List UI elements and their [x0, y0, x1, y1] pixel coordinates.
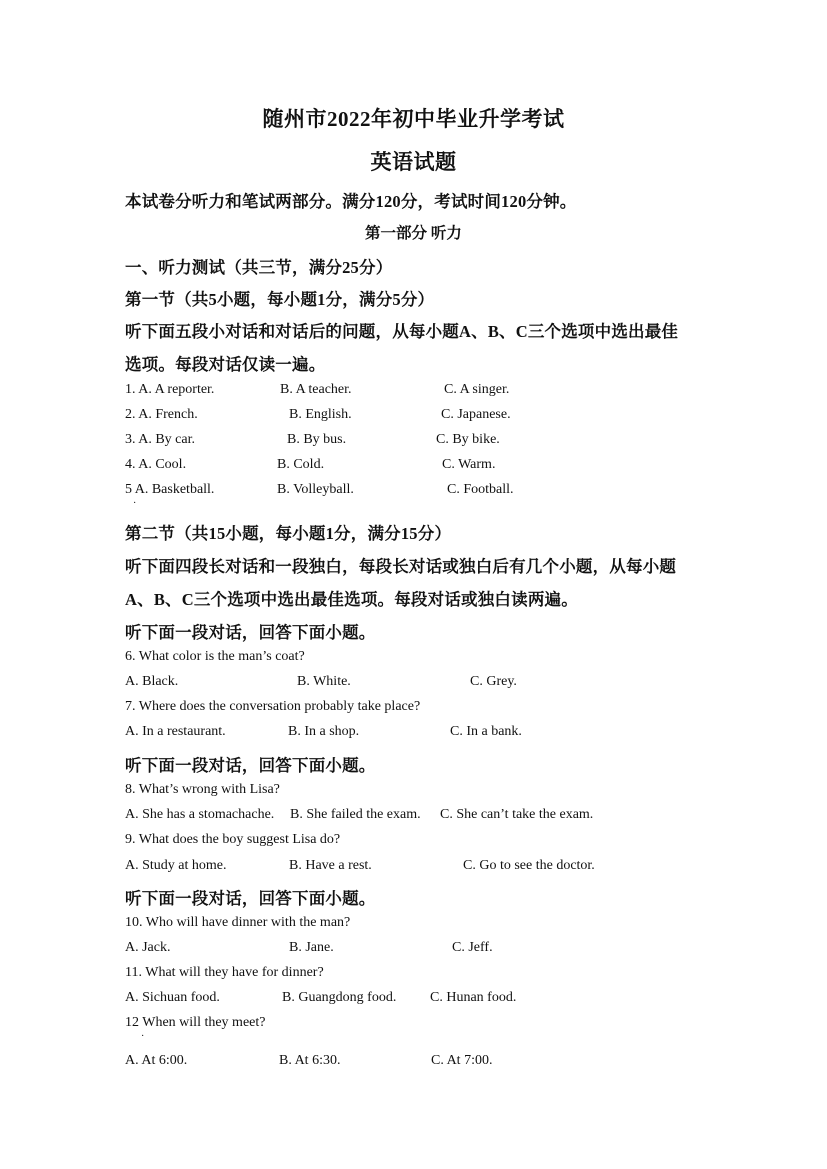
q2-option-c: C. Japanese. [441, 407, 511, 422]
q11-option-c: C. Hunan food. [430, 990, 517, 1005]
q7-option-a: A. In a restaurant. [125, 724, 226, 739]
question-11: 11. What will they have for dinner? [125, 965, 324, 980]
question-12: 12 When will they meet? [125, 1015, 266, 1030]
q8-option-b: B. She failed the exam. [290, 807, 421, 822]
q1-option-b: B. A teacher. [280, 382, 352, 397]
q2-option-a: 2. A. French. [125, 407, 198, 422]
q3-option-b: B. By bus. [287, 432, 347, 447]
q4-option-c: C. Warm. [442, 457, 496, 472]
q6-option-b: B. White. [297, 674, 351, 689]
q3-option-c: C. By bike. [436, 432, 500, 447]
q11-option-b: B. Guangdong food. [282, 990, 397, 1005]
q8-option-c: C. She can’t take the exam. [440, 807, 594, 822]
listen-prompt: 听下面一段对话，回答下面小题。 [125, 623, 376, 642]
q7-option-c: C. In a bank. [450, 724, 522, 739]
q5-option-b: B. Volleyball. [277, 482, 354, 497]
sec2-instruction: 听下面四段长对话和一段独白，每段长对话或独白后有几个小题，从每小题 [125, 557, 677, 576]
q12-option-c: C. At 7:00. [431, 1053, 493, 1068]
question-9: 9. What does the boy suggest Lisa do? [125, 832, 341, 847]
q5-option-a: 5 A. Basketball. [125, 482, 215, 497]
listen-prompt: 听下面一段对话，回答下面小题。 [125, 756, 376, 775]
q5-option-c: C. Football. [447, 482, 514, 497]
exam-subtitle: 英语试题 [370, 150, 457, 174]
q2-option-b: B. English. [289, 407, 352, 422]
q12-option-b: B. At 6:30. [279, 1053, 341, 1068]
q3-option-a: 3. A. By car. [125, 432, 195, 447]
period-mark: · [141, 1031, 145, 1042]
question-10: 10. Who will have dinner with the man? [125, 915, 351, 930]
question-6: 6. What color is the man’s coat? [125, 649, 305, 664]
exam-intro: 本试卷分听力和笔试两部分。满分120分，考试时间120分钟。 [125, 192, 577, 211]
q1-option-a: 1. A. A reporter. [125, 382, 215, 397]
question-8: 8. What’s wrong with Lisa? [125, 782, 280, 797]
sec2-heading: 第二节（共15小题，每小题1分，满分15分） [125, 524, 452, 543]
sec1-instruction-cont: 选项。每段对话仅读一遍。 [125, 355, 326, 374]
q12-option-a: A. At 6:00. [125, 1053, 188, 1068]
q4-option-a: 4. A. Cool. [125, 457, 187, 472]
sec2-instruction-cont: A、B、C三个选项中选出最佳选项。每段对话或独白读两遍。 [125, 590, 578, 609]
q6-option-c: C. Grey. [470, 674, 517, 689]
listen-prompt: 听下面一段对话，回答下面小题。 [125, 889, 376, 908]
q4-option-b: B. Cold. [277, 457, 325, 472]
period-mark: · [133, 498, 137, 509]
sec1-instruction: 听下面五段小对话和对话后的问题，从每小题A、B、C三个选项中选出最佳 [125, 322, 679, 341]
sec1-heading: 第一节（共5小题，每小题1分，满分5分） [125, 290, 435, 309]
q8-option-a: A. She has a stomachache. [125, 807, 275, 822]
q10-option-c: C. Jeff. [452, 940, 493, 955]
q10-option-b: B. Jane. [289, 940, 334, 955]
q9-option-c: C. Go to see the doctor. [463, 858, 595, 873]
part1-title: 第一部分 听力 [365, 225, 462, 242]
q7-option-b: B. In a shop. [288, 724, 360, 739]
q6-option-a: A. Black. [125, 674, 179, 689]
exam-title: 随州市2022年初中毕业升学考试 [262, 107, 565, 131]
q9-option-a: A. Study at home. [125, 858, 227, 873]
question-7: 7. Where does the conversation probably take place? [125, 699, 421, 714]
q11-option-a: A. Sichuan food. [125, 990, 220, 1005]
section-heading: 一、听力测试（共三节，满分25分） [125, 258, 393, 277]
q10-option-a: A. Jack. [125, 940, 171, 955]
q1-option-c: C. A singer. [444, 382, 510, 397]
q9-option-b: B. Have a rest. [289, 858, 372, 873]
